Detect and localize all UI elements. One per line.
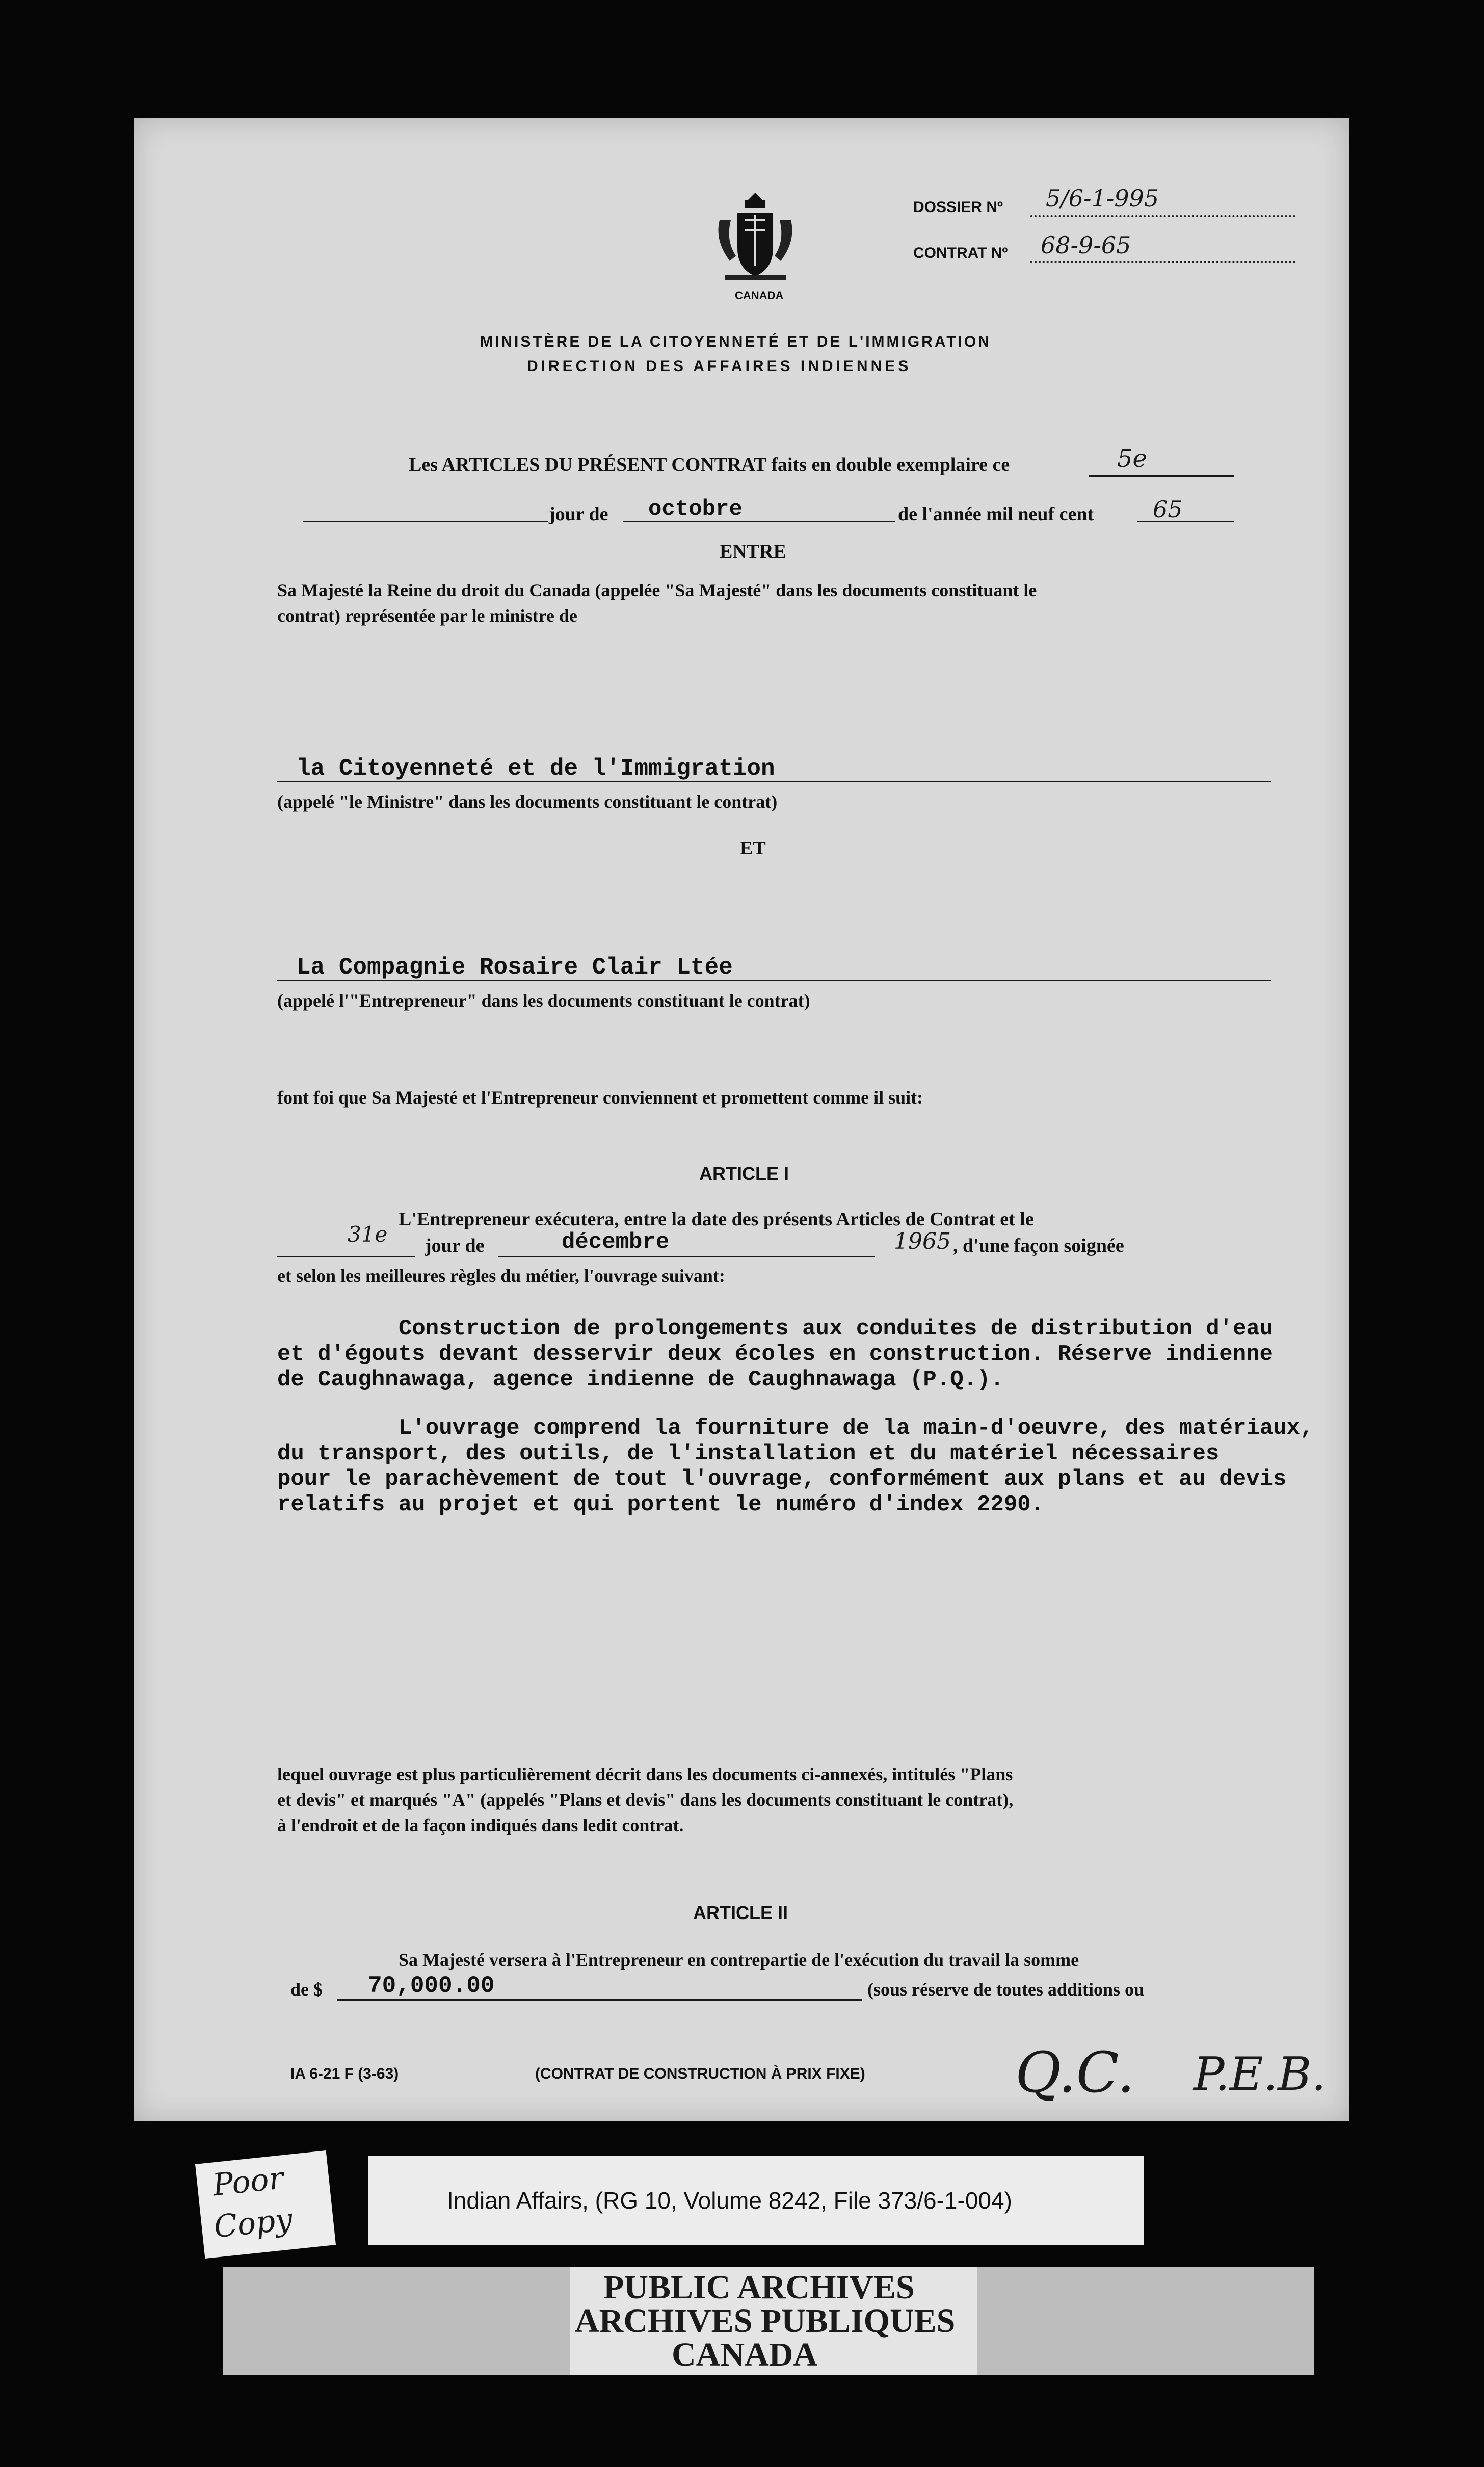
contrat-line: [1030, 261, 1295, 263]
font-foi-line: font foi que Sa Majesté et l'Entrepreneur conviennent et promettent comme il suit:: [277, 1087, 923, 1108]
initials-signature-1: Q.C.: [1015, 2040, 1135, 2105]
lequel-line-3: à l'endroit et de la façon indiqués dans ledit contrat.: [277, 1815, 684, 1835]
entre-label: ENTRE: [720, 541, 786, 562]
archives-line-1: PUBLIC ARCHIVES: [603, 2269, 915, 2306]
poor-copy-text-2: Copy: [212, 2201, 295, 2245]
article-1-month: décembre: [562, 1229, 670, 1255]
description-line-4: L'ouvrage comprend la fourniture de la main-d'oeuvre, des matériaux,: [399, 1415, 1314, 1441]
preamble-line-1: Les ARTICLES DU PRÉSENT CONTRAT faits en double exemplaire ce: [409, 454, 1010, 476]
contrat-value: 68-9-65: [1041, 231, 1131, 259]
preamble-month: octobre: [648, 496, 743, 522]
preamble-year: 65: [1153, 495, 1183, 523]
article-1-year: 1965: [894, 1228, 951, 1254]
article-1-day: 31e: [348, 1222, 388, 1247]
form-type: (CONTRAT DE CONSTRUCTION À PRIX FIXE): [535, 2065, 865, 2082]
lequel-line-2: et devis" et marqués "A" (appelés "Plans et devis" dans les documents constituant le contrat),: [277, 1790, 1014, 1810]
archive-reference-text: Indian Affairs, (RG 10, Volume 8242, File 373/6-1-004): [447, 2187, 1012, 2214]
article-2-de-label: de $: [290, 1979, 323, 2000]
contrat-label: CONTRAT Nº: [913, 245, 1008, 261]
archives-line-2: ARCHIVES PUBLIQUES: [575, 2302, 956, 2340]
lequel-line-1: lequel ouvrage est plus particulièrement décrit dans les documents ci-annexés, intitulés "Plans: [277, 1764, 1013, 1784]
archives-line-3: CANADA: [672, 2336, 817, 2373]
description-line-3: de Caughnawaga, agence indienne de Caughnawaga (P.Q.).: [277, 1367, 1004, 1393]
canada-label: CANADA: [735, 289, 784, 302]
a1-month-line: [498, 1256, 875, 1257]
blank-line: [303, 521, 548, 522]
direction-title: DIRECTION DES AFFAIRES INDIENNES: [527, 358, 912, 375]
description-line-6: pour le parachèvement de tout l'ouvrage, conformément aux plans et au devis: [277, 1466, 1287, 1492]
majesty-line-1: Sa Majesté la Reine du droit du Canada (appelée "Sa Majesté" dans les documents constituant le: [277, 580, 1037, 600]
dossier-label: DOSSIER Nº: [913, 199, 1003, 216]
article-2-reserve: (sous réserve de toutes additions ou: [867, 1979, 1145, 2000]
annee-label: de l'année mil neuf cent: [898, 504, 1094, 525]
dossier-value: 5/6-1-995: [1046, 185, 1159, 212]
article-1-title: ARTICLE I: [699, 1163, 789, 1184]
poor-copy-label: [195, 2150, 336, 2259]
majesty-line-2: contrat) représentée par le ministre de: [277, 606, 577, 626]
article-1-line-3: et selon les meilleures règles du métier, l'ouvrage suivant:: [277, 1266, 725, 1286]
year-line: [1137, 521, 1234, 522]
preamble-day: 5e: [1117, 444, 1147, 473]
et-label: ET: [740, 837, 766, 859]
contractor-note: (appelé l'"Entrepreneur" dans les documents constituant le contrat): [277, 990, 810, 1011]
archive-reference-label: [368, 2156, 1144, 2245]
article-1-facon: , d'une façon soignée: [953, 1235, 1124, 1256]
poor-copy-text-1: Poor: [210, 2160, 285, 2203]
article-2-amount: 70,000.00: [368, 1973, 495, 1999]
contract-page: [134, 118, 1349, 2121]
contractor-name: La Compagnie Rosaire Clair Ltée: [297, 954, 733, 981]
coat-of-arms-emblem: [709, 190, 801, 286]
description-line-7: relatifs au projet et qui portent le numéro d'index 2290.: [277, 1492, 1045, 1517]
day-line: [1089, 475, 1234, 477]
initials-signature-2: P.E.B.: [1194, 2048, 1326, 2101]
description-line-5: du transport, des outils, de l'installation et du matériel nécessaires: [277, 1441, 1220, 1466]
a1-jour-de-label: jour de: [425, 1235, 485, 1256]
public-archives-stamp: [223, 2267, 1314, 2375]
article-1-line-1: L'Entrepreneur exécutera, entre la date des présents Articles de Contrat et le: [399, 1209, 1034, 1230]
amount-line: [337, 1999, 862, 2001]
jour-de-label: jour de: [549, 504, 608, 525]
form-code: IA 6-21 F (3-63): [290, 2065, 399, 2082]
description-line-2: et d'égouts devant desservir deux écoles en construction. Réserve indienne: [277, 1342, 1273, 1367]
article-2-line-1: Sa Majesté versera à l'Entrepreneur en contrepartie de l'exécution du travail la somme: [399, 1950, 1079, 1970]
description-line-1: Construction de prolongements aux conduites de distribution d'eau: [399, 1316, 1274, 1342]
article-2-title: ARTICLE II: [693, 1902, 788, 1923]
dossier-line: [1030, 215, 1295, 217]
minister-name: la Citoyenneté et de l'Immigration: [297, 755, 775, 782]
ministry-title: MINISTÈRE DE LA CITOYENNETÉ ET DE L'IMMIGRATION: [480, 333, 991, 350]
a1-day-line: [277, 1256, 415, 1257]
minister-note: (appelé "le Ministre" dans les documents constituant le contrat): [277, 792, 778, 812]
